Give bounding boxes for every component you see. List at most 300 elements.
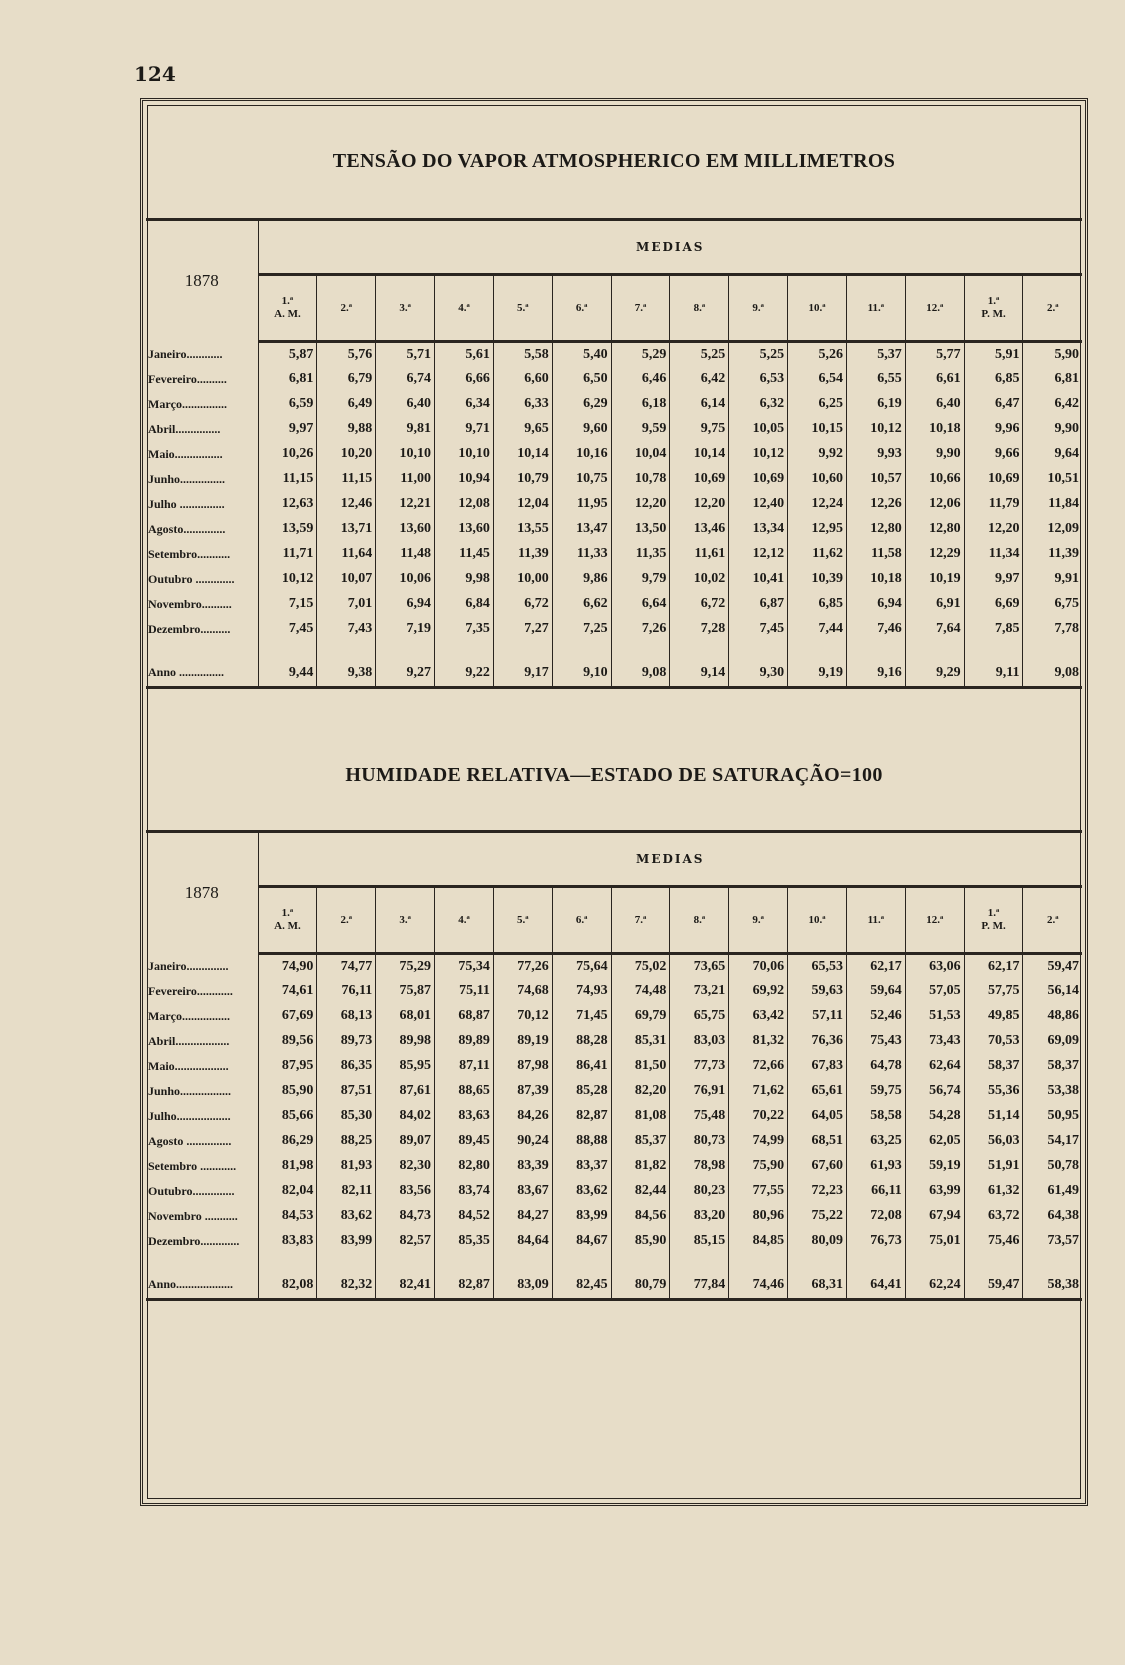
value-cell: 6,40 xyxy=(905,392,964,417)
value-cell: 5,26 xyxy=(788,342,847,367)
humidity-hour-header xyxy=(317,887,376,954)
spacer-cell xyxy=(729,1254,788,1272)
value-cell: 5,90 xyxy=(1054,346,1079,362)
value-cell: 75,43 xyxy=(846,1029,905,1054)
value-cell: 76,36 xyxy=(788,1029,847,1054)
value-cell: 83,03 xyxy=(670,1029,729,1054)
value-cell: 89,45 xyxy=(435,1129,494,1154)
value-cell: 72,66 xyxy=(729,1054,788,1079)
hour-number: 2.ª xyxy=(1046,913,1059,926)
value-cell: 80,23 xyxy=(670,1179,729,1204)
value-cell: 7,26 xyxy=(611,617,670,642)
value-cell: 10,05 xyxy=(729,417,788,442)
value-cell: 80,09 xyxy=(788,1229,847,1254)
value-cell: 6,75 xyxy=(1054,596,1079,611)
value-cell: 12,20 xyxy=(611,492,670,517)
hour-number: 11.ª xyxy=(867,913,885,926)
value-cell: 61,32 xyxy=(964,1179,1023,1204)
value-cell: 12,08 xyxy=(435,492,494,517)
humidity-hour-header xyxy=(376,887,435,954)
value-cell: 6,18 xyxy=(611,392,670,417)
value-cell: 11,35 xyxy=(611,542,670,567)
vapour-month-row xyxy=(146,592,1082,617)
value-cell: 11,33 xyxy=(552,542,611,567)
value-cell: 6,33 xyxy=(493,392,552,417)
value-cell: 6,50 xyxy=(552,367,611,392)
month-label: Novembro ........... xyxy=(146,1204,258,1229)
value-cell: 48,86 xyxy=(1047,1008,1079,1023)
value-cell: 10,20 xyxy=(317,442,376,467)
value-cell: 65,75 xyxy=(670,1004,729,1029)
value-cell: 71,62 xyxy=(729,1079,788,1104)
value-cell: 75,34 xyxy=(435,954,494,979)
anno-value-cell: 82,45 xyxy=(552,1272,611,1300)
humidity-hour-header xyxy=(435,887,494,954)
value-cell: 6,94 xyxy=(376,592,435,617)
value-cell: 83,37 xyxy=(552,1154,611,1179)
value-cell: 74,99 xyxy=(729,1129,788,1154)
humidity-spacer-row xyxy=(146,1254,1082,1272)
humidity-hour-header xyxy=(611,887,670,954)
vapour-hour-header xyxy=(1023,275,1082,342)
value-cell: 74,48 xyxy=(611,979,670,1004)
anno-value-cell: 9,08 xyxy=(1023,660,1082,688)
value-cell: 7,78 xyxy=(1054,621,1079,636)
vapour-spacer-row xyxy=(146,642,1082,660)
value-cell: 6,19 xyxy=(846,392,905,417)
anno-value-cell: 82,32 xyxy=(317,1272,376,1300)
spacer-cell xyxy=(435,642,494,660)
value-cell: 83,39 xyxy=(493,1154,552,1179)
month-label: Outubro.............. xyxy=(146,1179,258,1204)
value-cell: 75,22 xyxy=(788,1204,847,1229)
spacer-cell xyxy=(905,642,964,660)
value-cell: 11,62 xyxy=(788,542,847,567)
value-cell: 73,57 xyxy=(1047,1233,1079,1248)
value-cell: 6,55 xyxy=(846,367,905,392)
spacer-cell xyxy=(435,1254,494,1272)
value-cell: 10,15 xyxy=(788,417,847,442)
value-cell: 73,65 xyxy=(670,954,729,979)
vapour-hour-header xyxy=(670,275,729,342)
value-cell: 75,29 xyxy=(376,954,435,979)
anno-value-cell: 9,19 xyxy=(788,660,847,688)
value-cell: 65,61 xyxy=(788,1079,847,1104)
value-cell: 74,90 xyxy=(258,954,317,979)
value-cell: 82,87 xyxy=(552,1104,611,1129)
value-cell: 11,64 xyxy=(317,542,376,567)
value-cell: 63,25 xyxy=(846,1129,905,1154)
value-cell: 9,91 xyxy=(1054,571,1079,586)
value-cell: 6,66 xyxy=(435,367,494,392)
value-cell: 85,30 xyxy=(317,1104,376,1129)
hour-number: 10.ª xyxy=(808,913,826,926)
vapour-medias-label: MEDIAS xyxy=(258,220,1082,275)
value-cell: 10,60 xyxy=(788,467,847,492)
value-cell: 89,19 xyxy=(493,1029,552,1054)
value-cell: 57,05 xyxy=(905,979,964,1004)
value-cell: 6,53 xyxy=(729,367,788,392)
humidity-hour-header xyxy=(493,887,552,954)
hour-number: 5.ª xyxy=(517,301,529,314)
anno-value-cell: 9,11 xyxy=(964,660,1023,688)
hour-number: 12.ª xyxy=(926,913,944,926)
hour-number: 11.ª xyxy=(867,301,885,314)
value-cell: 6,94 xyxy=(846,592,905,617)
vapour-hours-row xyxy=(146,275,1082,342)
value-cell: 84,67 xyxy=(552,1229,611,1254)
month-label: Maio................ xyxy=(146,442,258,467)
value-cell: 89,56 xyxy=(258,1029,317,1054)
value-cell: 82,44 xyxy=(611,1179,670,1204)
month-label: Agosto.............. xyxy=(146,517,258,542)
humidity-month-row xyxy=(146,1129,1082,1154)
value-cell: 87,95 xyxy=(258,1054,317,1079)
value-cell: 9,96 xyxy=(964,417,1023,442)
value-cell: 76,11 xyxy=(317,979,376,1004)
hour-number: 1.ª xyxy=(281,907,294,919)
value-cell: 6,72 xyxy=(493,592,552,617)
vapour-month-row xyxy=(146,417,1082,442)
value-cell: 85,95 xyxy=(376,1054,435,1079)
anno-value-cell: 9,30 xyxy=(729,660,788,688)
vapour-hour-header xyxy=(435,275,494,342)
spacer-cell xyxy=(493,1254,552,1272)
value-cell: 6,62 xyxy=(552,592,611,617)
value-cell: 10,94 xyxy=(435,467,494,492)
value-cell: 13,60 xyxy=(435,517,494,542)
value-cell: 10,69 xyxy=(964,467,1023,492)
value-cell: 75,87 xyxy=(376,979,435,1004)
value-cell: 67,94 xyxy=(905,1204,964,1229)
value-cell: 7,64 xyxy=(905,617,964,642)
value-cell: 85,15 xyxy=(670,1229,729,1254)
value-cell: 50,95 xyxy=(1047,1108,1079,1123)
value-cell: 50,78 xyxy=(1047,1158,1079,1173)
value-cell: 6,46 xyxy=(611,367,670,392)
month-label: Julho ............... xyxy=(146,492,258,517)
value-cell: 6,32 xyxy=(729,392,788,417)
humidity-hour-header xyxy=(1023,887,1082,954)
hour-number: 9.ª xyxy=(752,913,764,926)
value-cell: 70,06 xyxy=(729,954,788,979)
value-cell: 9,81 xyxy=(376,417,435,442)
hour-number: 4.ª xyxy=(458,913,470,926)
value-cell: 10,12 xyxy=(258,567,317,592)
humidity-anno-row xyxy=(146,1272,1082,1300)
value-cell: 75,11 xyxy=(435,979,494,1004)
value-cell: 6,59 xyxy=(258,392,317,417)
vapour-month-row xyxy=(146,342,1082,367)
value-cell: 54,17 xyxy=(1047,1133,1079,1148)
spacer-cell xyxy=(670,642,729,660)
value-cell: 84,27 xyxy=(493,1204,552,1229)
value-cell: 70,22 xyxy=(729,1104,788,1129)
month-label: Abril.................. xyxy=(146,1029,258,1054)
anno-value-cell: 9,44 xyxy=(258,660,317,688)
month-label: Fevereiro.......... xyxy=(146,367,258,392)
vapour-hour-header xyxy=(552,275,611,342)
value-cell: 5,29 xyxy=(611,342,670,367)
value-cell: 13,50 xyxy=(611,517,670,542)
anno-value-cell: 9,16 xyxy=(846,660,905,688)
value-cell: 81,82 xyxy=(611,1154,670,1179)
value-cell: 69,79 xyxy=(611,1004,670,1029)
value-cell: 85,35 xyxy=(435,1229,494,1254)
value-cell: 69,09 xyxy=(1047,1033,1079,1048)
value-cell: 5,71 xyxy=(376,342,435,367)
vapour-month-row xyxy=(146,542,1082,567)
value-cell: 12,40 xyxy=(729,492,788,517)
value-cell: 6,87 xyxy=(729,592,788,617)
value-cell: 82,20 xyxy=(611,1079,670,1104)
value-cell: 64,38 xyxy=(1047,1208,1079,1223)
value-cell: 6,81 xyxy=(258,367,317,392)
value-cell: 57,11 xyxy=(788,1004,847,1029)
value-cell: 80,96 xyxy=(729,1204,788,1229)
value-cell: 11,95 xyxy=(552,492,611,517)
value-cell: 61,49 xyxy=(1047,1183,1079,1198)
value-cell: 77,73 xyxy=(670,1054,729,1079)
value-cell: 88,65 xyxy=(435,1079,494,1104)
value-cell: 57,75 xyxy=(964,979,1023,1004)
value-cell: 49,85 xyxy=(964,1004,1023,1029)
value-cell: 9,90 xyxy=(1054,421,1079,436)
spacer-cell xyxy=(146,1254,258,1272)
value-cell: 10,06 xyxy=(376,567,435,592)
value-cell: 12,06 xyxy=(905,492,964,517)
value-cell: 85,37 xyxy=(611,1129,670,1154)
value-cell: 87,51 xyxy=(317,1079,376,1104)
hour-number: 2.ª xyxy=(340,301,353,314)
vapour-hour-header xyxy=(376,275,435,342)
value-cell: 10,18 xyxy=(846,567,905,592)
value-cell: 5,91 xyxy=(964,342,1023,367)
value-cell: 9,97 xyxy=(258,417,317,442)
value-cell: 73,21 xyxy=(670,979,729,1004)
vapour-month-row xyxy=(146,617,1082,642)
spacer-cell xyxy=(846,1254,905,1272)
value-cell: 68,01 xyxy=(376,1004,435,1029)
vapour-hour-header xyxy=(905,275,964,342)
value-cell: 10,00 xyxy=(493,567,552,592)
value-cell: 7,44 xyxy=(788,617,847,642)
value-cell: 6,84 xyxy=(435,592,494,617)
value-cell: 9,66 xyxy=(964,442,1023,467)
anno-value-cell: 62,24 xyxy=(905,1272,964,1300)
value-cell: 84,85 xyxy=(729,1229,788,1254)
value-cell: 9,71 xyxy=(435,417,494,442)
value-cell: 10,04 xyxy=(611,442,670,467)
value-cell: 6,42 xyxy=(670,367,729,392)
value-cell: 74,68 xyxy=(493,979,552,1004)
value-cell: 84,53 xyxy=(258,1204,317,1229)
value-cell: 6,14 xyxy=(670,392,729,417)
spacer-cell xyxy=(964,642,1023,660)
anno-value-cell: 64,41 xyxy=(846,1272,905,1300)
value-cell: 81,93 xyxy=(317,1154,376,1179)
hour-number: 2.ª xyxy=(1046,301,1059,314)
value-cell: 5,61 xyxy=(435,342,494,367)
value-cell: 10,19 xyxy=(905,567,964,592)
spacer-cell xyxy=(611,642,670,660)
hour-period: A. M. xyxy=(274,920,301,932)
hour-number: 4.ª xyxy=(458,301,470,314)
value-cell: 77,26 xyxy=(493,954,552,979)
month-label: Março................ xyxy=(146,1004,258,1029)
value-cell: 13,47 xyxy=(552,517,611,542)
value-cell: 7,28 xyxy=(670,617,729,642)
value-cell: 6,85 xyxy=(788,592,847,617)
vapour-hour-header xyxy=(317,275,376,342)
value-cell: 7,19 xyxy=(376,617,435,642)
value-cell: 6,85 xyxy=(964,367,1023,392)
value-cell: 56,14 xyxy=(1047,983,1079,998)
value-cell: 6,61 xyxy=(905,367,964,392)
value-cell: 80,73 xyxy=(670,1129,729,1154)
value-cell: 5,58 xyxy=(493,342,552,367)
value-cell: 85,90 xyxy=(611,1229,670,1254)
value-cell: 12,20 xyxy=(964,517,1023,542)
spacer-cell xyxy=(493,642,552,660)
spacer-cell xyxy=(317,642,376,660)
value-cell: 63,72 xyxy=(964,1204,1023,1229)
vapour-month-row xyxy=(146,442,1082,467)
vapour-hour-header xyxy=(493,275,552,342)
humidity-month-row xyxy=(146,1154,1082,1179)
value-cell: 10,39 xyxy=(788,567,847,592)
value-cell: 89,07 xyxy=(376,1129,435,1154)
value-cell: 6,42 xyxy=(1054,396,1079,411)
month-label: Novembro.......... xyxy=(146,592,258,617)
hour-number: 8.ª xyxy=(693,301,706,314)
spacer-cell xyxy=(611,1254,670,1272)
humidity-month-row xyxy=(146,1179,1082,1204)
anno-value-cell: 68,31 xyxy=(788,1272,847,1300)
value-cell: 5,25 xyxy=(670,342,729,367)
anno-value-cell: 9,29 xyxy=(905,660,964,688)
value-cell: 9,65 xyxy=(493,417,552,442)
value-cell: 68,13 xyxy=(317,1004,376,1029)
value-cell: 55,36 xyxy=(964,1079,1023,1104)
value-cell: 77,55 xyxy=(729,1179,788,1204)
value-cell: 69,92 xyxy=(729,979,788,1004)
value-cell: 63,42 xyxy=(729,1004,788,1029)
month-label: Abril............... xyxy=(146,417,258,442)
value-cell: 6,47 xyxy=(964,392,1023,417)
hour-period: A. M. xyxy=(274,308,301,320)
value-cell: 7,46 xyxy=(846,617,905,642)
value-cell: 89,98 xyxy=(376,1029,435,1054)
spacer-cell xyxy=(258,1254,317,1272)
spacer-cell xyxy=(788,1254,847,1272)
value-cell: 84,64 xyxy=(493,1229,552,1254)
value-cell: 67,69 xyxy=(258,1004,317,1029)
hour-number: 1.ª xyxy=(987,295,1000,307)
value-cell: 62,64 xyxy=(905,1054,964,1079)
value-cell: 65,53 xyxy=(788,954,847,979)
value-cell: 75,64 xyxy=(552,954,611,979)
value-cell: 10,14 xyxy=(670,442,729,467)
vapour-month-row xyxy=(146,367,1082,392)
value-cell: 51,14 xyxy=(964,1104,1023,1129)
value-cell: 63,99 xyxy=(905,1179,964,1204)
value-cell: 13,34 xyxy=(729,517,788,542)
anno-value-cell: 82,08 xyxy=(258,1272,317,1300)
value-cell: 83,74 xyxy=(435,1179,494,1204)
value-cell: 11,79 xyxy=(964,492,1023,517)
value-cell: 62,17 xyxy=(964,954,1023,979)
value-cell: 68,87 xyxy=(435,1004,494,1029)
value-cell: 59,63 xyxy=(788,979,847,1004)
value-cell: 90,24 xyxy=(493,1129,552,1154)
vapour-hour-header xyxy=(611,275,670,342)
month-label: Outubro ............. xyxy=(146,567,258,592)
value-cell: 78,98 xyxy=(670,1154,729,1179)
value-cell: 11,15 xyxy=(258,467,317,492)
vapour-month-row xyxy=(146,517,1082,542)
value-cell: 62,05 xyxy=(905,1129,964,1154)
value-cell: 84,52 xyxy=(435,1204,494,1229)
spacer-cell xyxy=(1023,1254,1082,1272)
value-cell: 56,74 xyxy=(905,1079,964,1104)
value-cell: 10,10 xyxy=(435,442,494,467)
humidity-month-row xyxy=(146,979,1082,1004)
value-cell: 13,46 xyxy=(670,517,729,542)
value-cell: 10,57 xyxy=(846,467,905,492)
anno-value-cell: 9,17 xyxy=(493,660,552,688)
hour-period: P. M. xyxy=(981,308,1006,320)
value-cell: 6,54 xyxy=(788,367,847,392)
value-cell: 74,61 xyxy=(258,979,317,1004)
vapour-hour-header xyxy=(729,275,788,342)
anno-value-cell: 80,79 xyxy=(611,1272,670,1300)
spacer-cell xyxy=(670,1254,729,1272)
hour-number: 7.ª xyxy=(634,301,647,314)
hour-number: 10.ª xyxy=(808,301,826,314)
value-cell: 74,93 xyxy=(552,979,611,1004)
value-cell: 67,60 xyxy=(788,1154,847,1179)
value-cell: 81,08 xyxy=(611,1104,670,1129)
value-cell: 11,61 xyxy=(670,542,729,567)
value-cell: 6,72 xyxy=(670,592,729,617)
vapour-table-title: TENSÃO DO VAPOR ATMOSPHERICO EM MILLIMETROS xyxy=(332,150,896,172)
vapour-year-label: 1878 xyxy=(146,220,258,342)
anno-value-cell: 9,14 xyxy=(670,660,729,688)
value-cell: 61,93 xyxy=(846,1154,905,1179)
value-cell: 11,00 xyxy=(376,467,435,492)
value-cell: 6,25 xyxy=(788,392,847,417)
value-cell: 86,41 xyxy=(552,1054,611,1079)
value-cell: 86,29 xyxy=(258,1129,317,1154)
month-label: Dezembro............. xyxy=(146,1229,258,1254)
value-cell: 81,98 xyxy=(258,1154,317,1179)
spacer-cell xyxy=(146,642,258,660)
value-cell: 7,85 xyxy=(964,617,1023,642)
humidity-medias-label: MEDIAS xyxy=(258,832,1082,887)
value-cell: 11,34 xyxy=(964,542,1023,567)
value-cell: 10,02 xyxy=(670,567,729,592)
value-cell: 9,59 xyxy=(611,417,670,442)
value-cell: 10,16 xyxy=(552,442,611,467)
value-cell: 11,48 xyxy=(376,542,435,567)
value-cell: 85,28 xyxy=(552,1079,611,1104)
value-cell: 12,21 xyxy=(376,492,435,517)
month-label: Junho................. xyxy=(146,1079,258,1104)
value-cell: 10,78 xyxy=(611,467,670,492)
anno-value-cell: 82,87 xyxy=(435,1272,494,1300)
value-cell: 58,58 xyxy=(846,1104,905,1129)
